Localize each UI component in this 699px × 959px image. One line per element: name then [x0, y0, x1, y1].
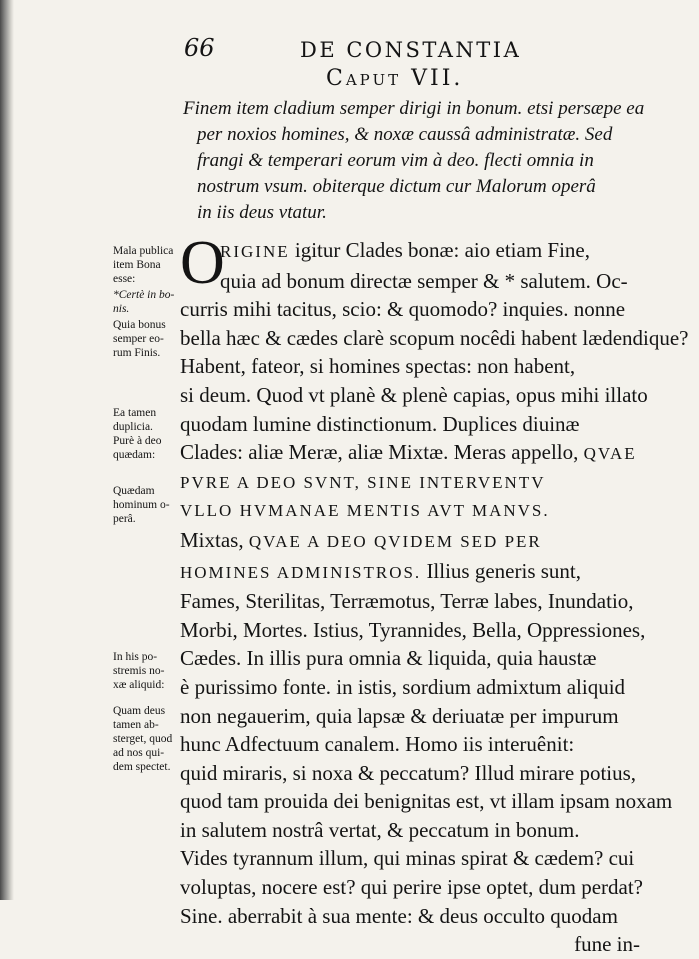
text-line	[180, 438, 640, 469]
summary-line: per noxios homines, & noxæ caussâ administratæ. Sed	[197, 124, 613, 145]
margin-note-line: sterget, quod	[113, 733, 173, 745]
margin-note	[113, 318, 183, 360]
margin-note-line: stremis no-	[113, 665, 165, 677]
text-line	[180, 236, 640, 267]
drop-cap: O	[180, 229, 225, 297]
margin-note	[113, 704, 183, 774]
page-header	[0, 34, 699, 64]
text-line: PVRE A DEO SVNT, SINE INTERVENTV	[180, 472, 546, 492]
margin-note-line: esse:	[113, 273, 136, 285]
margin-note-line: hominum o-	[113, 499, 170, 511]
margin-note	[113, 244, 183, 286]
margin-note	[113, 484, 183, 526]
margin-note-line: Purè à deo	[113, 435, 162, 447]
smallcaps-word: QVAE	[583, 444, 637, 464]
margin-note	[113, 406, 183, 462]
text-line: VLLO HVMANAE MENTIS AVT MANVS.	[180, 501, 550, 521]
smallcaps-phrase: QVAE A DEO QVIDEM SED PER	[248, 531, 542, 551]
smallcaps-phrase: HOMINES ADMINISTROS.	[180, 562, 422, 582]
margin-note-footnote	[113, 288, 183, 316]
margin-note-line: semper eo-	[113, 333, 164, 345]
text-line: quid miraris, si noxa & peccatum? Illud mirare potius,	[180, 760, 637, 785]
text-line: quia ad bonum directæ semper & * salutem. Oc-	[220, 268, 628, 293]
chapter-summary	[183, 96, 647, 226]
text-line: Cædes. In illis pura omnia & liquida, quia haustæ	[180, 646, 597, 671]
margin-note-line: nis.	[113, 303, 130, 315]
main-text	[180, 236, 689, 959]
text-line	[180, 526, 640, 557]
margin-note-line: Mala publica	[113, 245, 174, 257]
text-fragment: Clades: aliæ Meræ, aliæ Mixtæ. Meras appello,	[180, 440, 579, 465]
running-head: DE CONSTANTIA	[300, 38, 522, 62]
margin-note-line: Quia bonus	[113, 319, 166, 331]
margin-note-line: Quædam	[113, 485, 155, 497]
summary-line: in iis deus vtatur.	[197, 202, 327, 223]
binding-gutter-shadow	[0, 0, 14, 900]
text-line: in salutem nostrâ vertat, & peccatum in bonum.	[180, 817, 580, 842]
text-line: non negauerim, quia lapsæ & deriuatæ per impurum	[180, 703, 619, 728]
margin-note-line: ad nos qui-	[113, 747, 165, 759]
text-line: Morbi, Mortes. Istius, Tyrannides, Bella, Oppressiones,	[180, 617, 646, 642]
summary-line: Finem item cladium semper dirigi in bonum. etsi persæpe ea	[183, 98, 645, 119]
text-line: Sine. aberrabit à sua mente: & deus occulto quodam	[180, 903, 618, 928]
text-line: Vides tyrannum illum, qui minas spirat & cædem? cui	[180, 846, 635, 871]
text-fragment: Mixtas,	[180, 527, 244, 552]
text-line: è purissimo fonte. in istis, sordium admixtum aliquid	[180, 674, 626, 699]
margin-note-line: quædam:	[113, 449, 156, 461]
text-line: Habent, fateor, si homines spectas: non habent,	[180, 354, 576, 379]
margin-note-line: Ea tamen	[113, 407, 157, 419]
text-line: quod tam prouida dei benignitas est, vt illam ipsam noxam	[180, 789, 673, 814]
margin-note-line: dem spectet.	[113, 761, 171, 773]
margin-note-line: Quam deus	[113, 705, 166, 717]
text-line: bella hæc & cædes clarè scopum nocêdi habent lædendique?	[180, 325, 689, 350]
chapter-title: Caput VII.	[326, 66, 464, 91]
text-line: curris mihi tacitus, scio: & quomodo? inquies. nonne	[180, 297, 626, 322]
margin-note-line: *Certè in bo-	[113, 289, 175, 301]
text-line: voluptas, nocere est? qui perire ipse optet, dum perdat?	[180, 875, 644, 900]
text-line	[180, 557, 640, 588]
margin-note-line: tamen ab-	[113, 719, 159, 731]
margin-note-line: In his po-	[113, 651, 158, 663]
text-fragment: igitur Clades bonæ: aio etiam Fine,	[289, 238, 590, 262]
page-number: 66	[184, 34, 215, 62]
margin-note-line: item Bona	[113, 259, 161, 271]
text-fragment: Illius generis sunt,	[421, 558, 582, 583]
text-line-catchword: fune in-	[574, 932, 640, 957]
text-line: Fames, Sterilitas, Terræmotus, Terræ labes, Inundatio,	[180, 589, 634, 614]
summary-line: frangi & temperari eorum vim à deo. flecti omnia in	[197, 150, 594, 171]
margin-note-line: perâ.	[113, 513, 136, 525]
margin-note-line: rum Finis.	[113, 347, 161, 359]
text-line: si deum. Quod vt planè & plenè capias, opus mihi illato	[180, 382, 648, 407]
margin-note-line: duplicia.	[113, 421, 153, 433]
summary-line: nostrum vsum. obiterque dictum cur Malorum operâ	[197, 176, 596, 197]
text-line: hunc Adfectuum canalem. Homo iis interuênit:	[180, 732, 575, 757]
margin-note	[113, 650, 183, 692]
smallcaps-word: RIGINE	[220, 242, 290, 261]
text-line: quodam lumine distinctionum. Duplices diuinæ	[180, 411, 580, 436]
margin-note-line: xæ aliquid:	[113, 679, 165, 691]
